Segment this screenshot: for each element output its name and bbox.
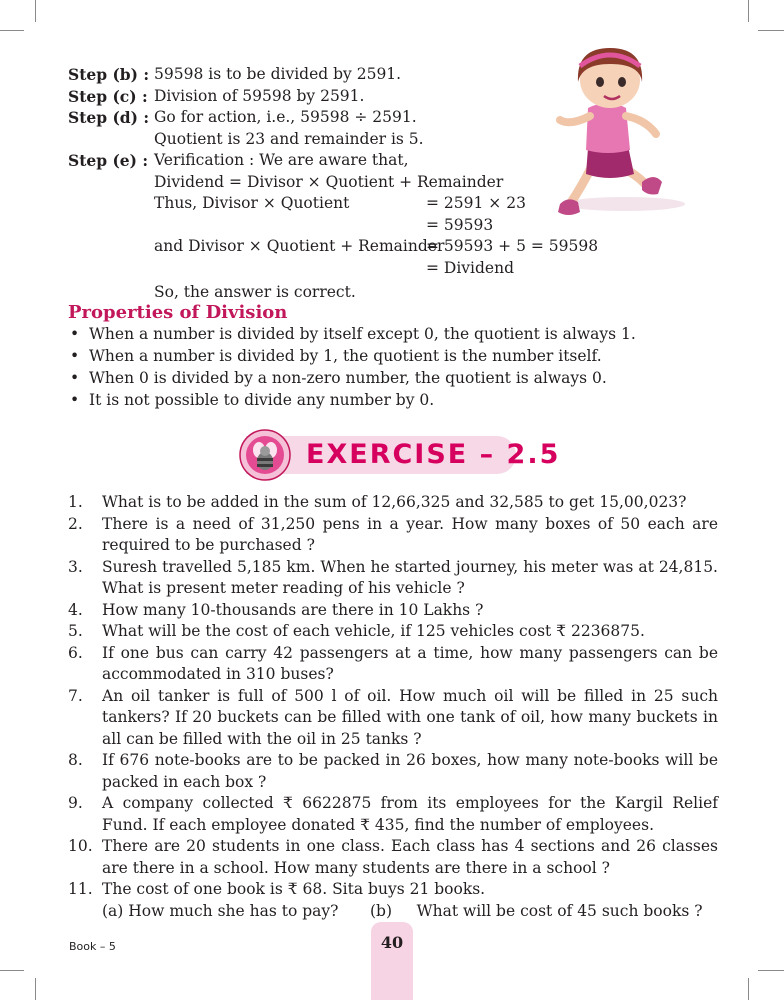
list-item [68,346,708,368]
step-row [68,107,628,129]
step-text: 59598 is to be divided by 2591. [154,65,402,83]
step-text: Quotient is 23 and remainder is 5. [154,129,424,148]
question-item [68,492,718,514]
properties-list [68,324,708,412]
question-number: 6. [68,643,83,662]
step-label: Step (b) : [68,65,150,84]
step-text: Division of 59598 by 2591. [154,86,365,105]
crop-mark [758,30,784,31]
question-number: 9. [68,794,83,812]
subquestion-text: What will be cost of 45 such books ? [416,901,703,920]
question-item [68,643,718,686]
subquestion-label: (b) [370,901,393,920]
question-text: If 676 note-books are to be packed in 26 boxes, how many note-books will be packed in each box ? [102,751,718,791]
question-text: There are 20 students in one class. Each class has 4 sections and 26 classes are there in a school. How many students are there in a school ? [102,837,718,877]
question-number: 4. [68,600,83,619]
calc-left: and Divisor × Quotient + Remainder [154,237,445,255]
calc-right: = 2591 × 23 [426,194,526,212]
list-item-text: It is not possible to divide any number by 0. [89,391,435,409]
crop-mark [758,970,784,971]
step-row [68,150,628,172]
question-item [68,686,718,751]
conclusion-text: So, the answer is correct. [154,283,356,301]
page-number: 40 [380,933,404,952]
question-number: 11. [68,880,93,898]
question-text: There is a need of 31,250 pens in a year. How many boxes of 50 each are required to be purchased ? [102,514,718,554]
bee-mascot-icon [239,429,291,481]
list-item [68,390,708,412]
conclusion-row [68,282,628,304]
subquestion-a [102,901,338,923]
crop-mark [0,30,24,31]
book-label: Book – 5 [69,940,116,953]
step-text: Verification : We are aware that, [154,151,409,169]
step-row [68,129,628,151]
calc-right: = 59593 [426,215,494,234]
question-item [68,621,718,643]
list-item-text: When a number is divided by itself except 0, the quotient is always 1. [89,325,636,343]
crop-mark [748,0,749,22]
subquestion-b [370,901,703,923]
question-text: What will be the cost of each vehicle, if 125 vehicles cost ₹ 2236875. [102,622,645,640]
calc-right: = 59593 + 5 = 59598 [426,237,599,255]
crop-mark [0,970,24,971]
question-number: 10. [68,837,93,855]
step-label: Step (d) : [68,108,150,127]
question-number: 3. [68,557,83,576]
bullet-dot: • [70,347,80,365]
bullet-dot: • [70,369,80,387]
question-text: If one bus can carry 42 passengers at a time, how many passengers can be accommodated in 310 buses? [102,643,718,683]
exercise-title: EXERCISE – 2.5 [306,439,561,470]
step-row [68,64,628,86]
worked-steps [68,64,628,304]
question-item [68,514,718,557]
question-number: 7. [68,686,83,705]
bullet-dot: • [70,325,80,343]
step-row [68,86,628,108]
question-text: A company collected ₹ 6622875 from its employees for the Kargil Relief Fund. If each employee donated ₹ 435, find the number of employees. [102,794,718,834]
question-item [68,600,718,622]
step-text: Dividend = Divisor × Quotient + Remainder [154,172,504,191]
question-number: 8. [68,751,83,769]
calc-right: = Dividend [426,258,515,277]
subquestion-row [68,901,718,923]
question-list [68,492,718,923]
question-item [68,879,718,923]
list-item-text: When a number is divided by 1, the quotient is the number itself. [89,347,602,365]
subquestion-text: How much she has to pay? [128,901,339,920]
question-text: The cost of one book is ₹ 68. Sita buys 21 books. [102,880,486,898]
question-text: How many 10-thousands are there in 10 Lakhs ? [102,600,484,619]
question-text: Suresh travelled 5,185 km. When he started journey, his meter was at 24,815. What is present meter reading of his vehicle ? [102,557,718,597]
crop-mark [35,0,36,22]
crop-mark [748,978,749,1000]
subquestion-label: (a) [102,901,124,920]
calc-row [68,193,628,215]
question-text: What is to be added in the sum of 12,66,325 and 32,585 to get 15,00,023? [102,493,687,511]
question-item [68,836,718,879]
question-number: 2. [68,514,83,533]
list-item [68,368,708,390]
crop-mark [35,978,36,1000]
list-item-text: When 0 is divided by a non-zero number, the quotient is always 0. [89,369,607,387]
question-text: An oil tanker is full of 500 l of oil. How much oil will be filled in 25 such tankers? If 20 buckets can be filled with one tank of oil, how many buckets in all can be filled with the oil in 25 tanks ? [102,686,718,748]
step-label: Step (e) : [68,151,149,170]
step-label: Step (c) : [68,86,148,106]
section-heading: Properties of Division [68,302,288,323]
calc-row [68,215,628,237]
step-row [68,172,628,194]
bullet-dot: • [70,391,80,409]
calc-row [68,236,628,258]
step-text: Go for action, i.e., 59598 ÷ 2591. [154,108,417,126]
question-number: 1. [68,493,83,511]
question-item [68,557,718,600]
calc-row [68,258,628,280]
list-item [68,324,708,346]
question-item [68,793,718,836]
question-item [68,750,718,793]
question-number: 5. [68,622,83,640]
calc-left: Thus, Divisor × Quotient [154,194,350,212]
